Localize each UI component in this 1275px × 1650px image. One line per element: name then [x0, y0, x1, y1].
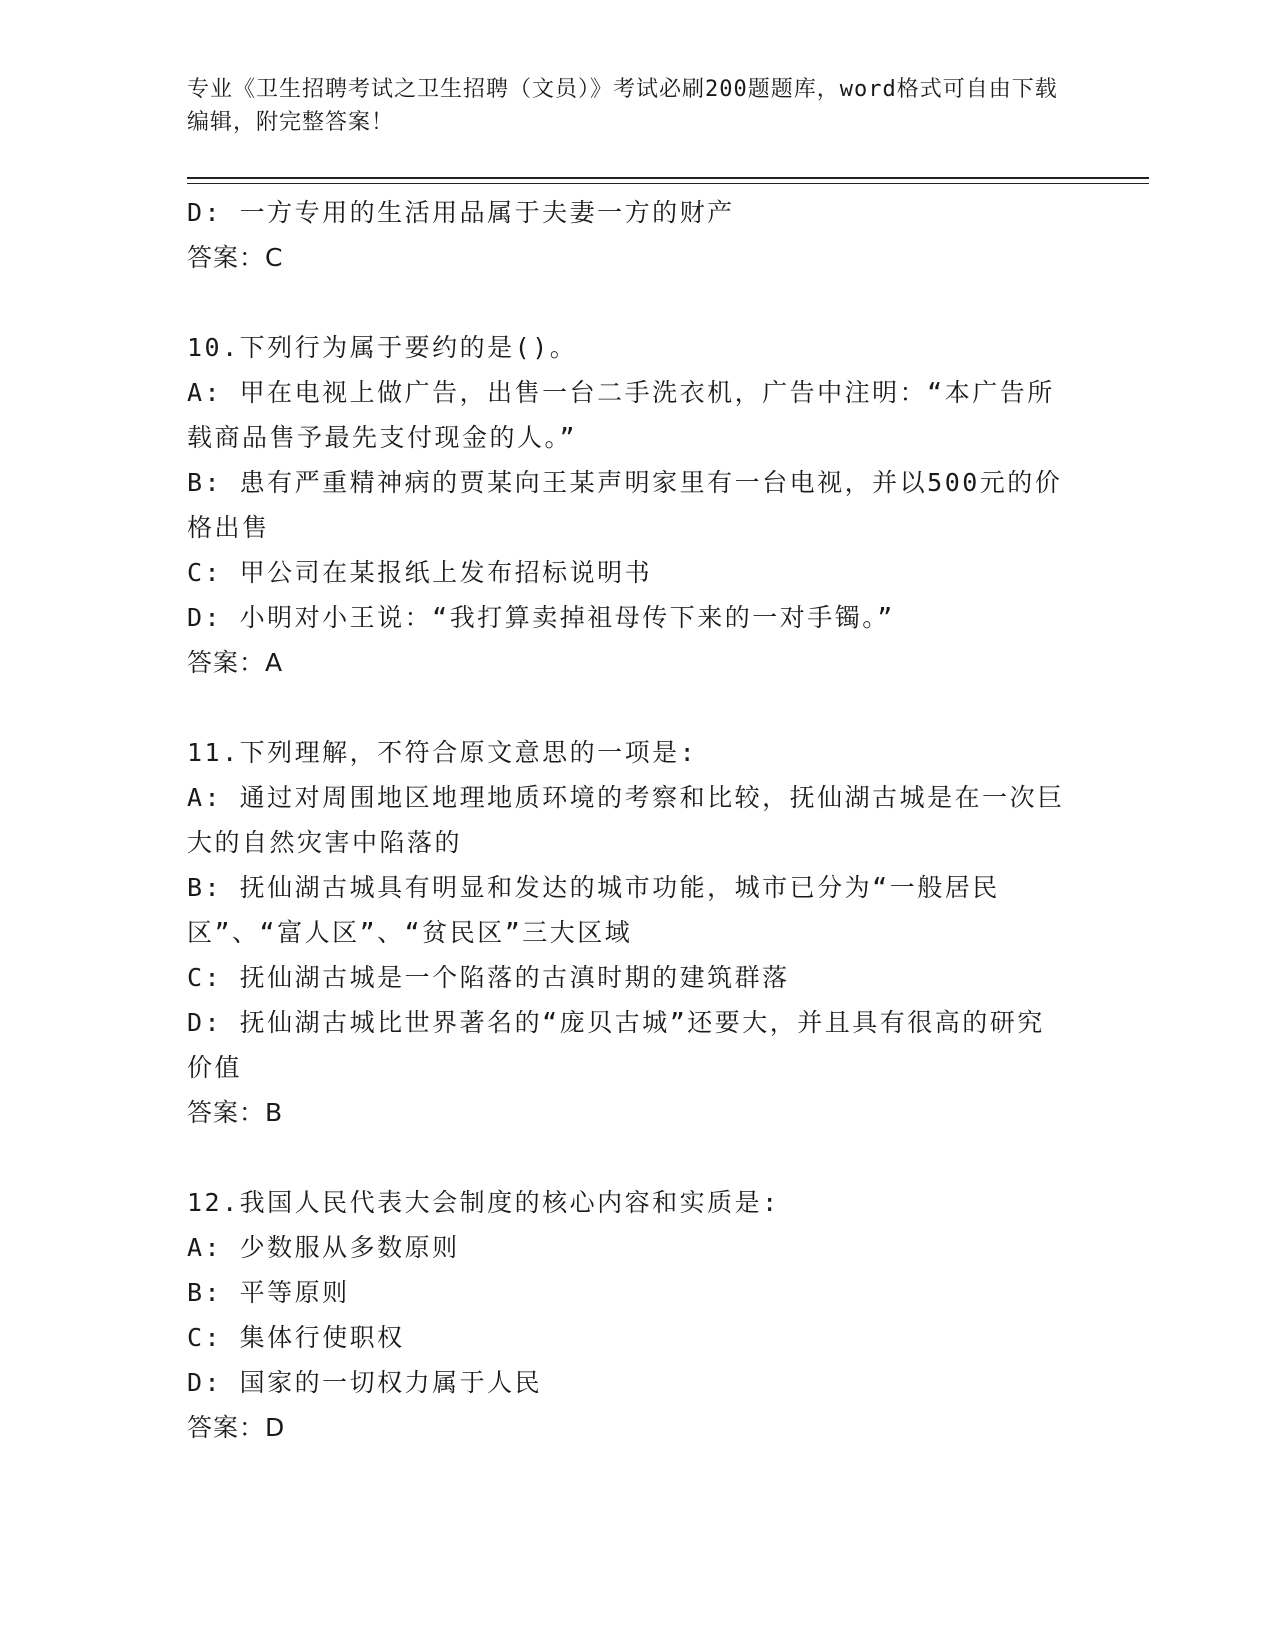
option-d: D: 小明对小王说：“我打算卖掉祖母传下来的一对手镯。” [187, 603, 895, 632]
option-b: B: 平等原则 [187, 1278, 350, 1307]
header-rule-thick [187, 177, 1149, 179]
question-stem: 12.我国人民代表大会制度的核心内容和实质是: [187, 1188, 780, 1217]
question-stem: 10.下列行为属于要约的是()。 [187, 333, 578, 362]
option-a: A: 甲在电视上做广告，出售一台二手洗衣机，广告中注明：“本广告所载商品售予最先支付现金的人。” [187, 378, 1055, 452]
option-a: A: 通过对周围地区地理地质环境的考察和比较，抚仙湖古城是在一次巨大的自然灾害中陷落的 [187, 783, 1065, 857]
page-header: 专业《卫生招聘考试之卫生招聘（文员）》考试必刷200题题库，word格式可自由下载编辑，附完整答案！ [187, 77, 1058, 135]
header-rule-thin [187, 183, 1149, 184]
option-b: B: 抚仙湖古城具有明显和发达的城市功能，城市已分为“一般居民区”、“富人区”、“贫民区”三大区域 [187, 873, 1000, 947]
option-c: C: 抚仙湖古城是一个陷落的古滇时期的建筑群落 [187, 963, 790, 992]
option-d: D: 国家的一切权力属于人民 [187, 1368, 543, 1397]
spacer [187, 280, 1067, 325]
question-list [187, 190, 1067, 1450]
spacer [187, 685, 1067, 730]
answer: 答案：C [187, 243, 284, 272]
option-b: B: 患有严重精神病的贾某向王某声明家里有一台电视，并以500元的价格出售 [187, 468, 1063, 542]
answer: 答案：A [187, 648, 284, 677]
option-d: D: 抚仙湖古城比世界著名的“庞贝古城”还要大，并且具有很高的研究价值 [187, 1008, 1045, 1082]
option-a: A: 少数服从多数原则 [187, 1233, 460, 1262]
option-c: C: 集体行使职权 [187, 1323, 405, 1352]
spacer [187, 1135, 1067, 1180]
answer: 答案：D [187, 1413, 286, 1442]
answer: 答案：B [187, 1098, 284, 1127]
option-d: D: 一方专用的生活用品属于夫妻一方的财产 [187, 198, 735, 227]
option-c: C: 甲公司在某报纸上发布招标说明书 [187, 558, 653, 587]
question-stem: 11.下列理解，不符合原文意思的一项是: [187, 738, 698, 767]
